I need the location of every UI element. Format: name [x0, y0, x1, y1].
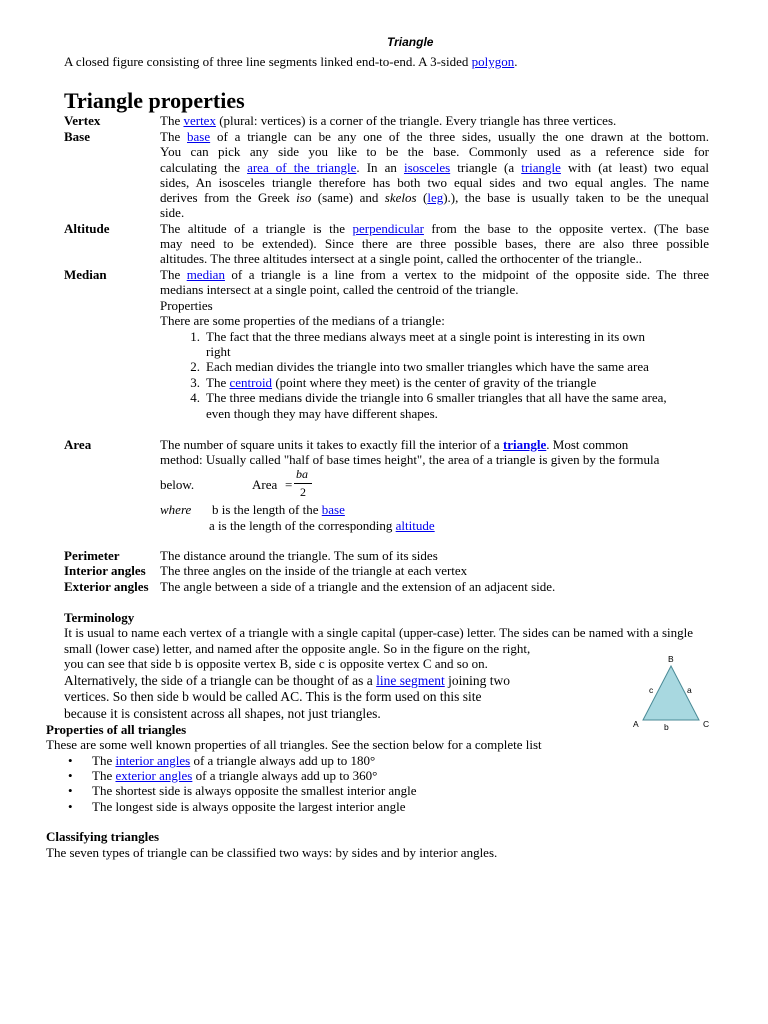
- perimeter-text: The distance around the triangle. The sum of its sides: [160, 548, 438, 563]
- base-line-5: derives from the Greek iso (same) and skelos (leg).), the base is usually taken to be the unequal: [160, 190, 710, 205]
- side-b-text: b: [664, 722, 669, 732]
- where-label: where: [160, 502, 192, 517]
- classifying-text: The seven types of triangle can be classified two ways: by sides and by interior angles.: [46, 845, 498, 860]
- vertex-b-text: B: [668, 654, 674, 664]
- median-properties-label: Properties: [160, 298, 213, 313]
- all-properties-intro: These are some well known properties of all triangles. See the section below for a complete list: [46, 737, 542, 752]
- polygon-link[interactable]: polygon: [471, 54, 515, 69]
- formula-label: Area: [252, 477, 278, 492]
- formula-denominator: 2: [300, 485, 306, 499]
- list-item: • The exterior angles of a triangle always add up to 360°: [68, 768, 378, 783]
- list-item: • The shortest side is always opposite the smallest interior angle: [68, 783, 417, 798]
- perimeter-label: Perimeter: [64, 548, 120, 563]
- altitude-label: Altitude: [64, 221, 110, 236]
- where-line-2: a is the length of the corresponding altitude: [209, 518, 435, 533]
- interior-angles-text: The three angles on the inside of the triangle at each vertex: [160, 563, 468, 578]
- median-properties-intro: There are some properties of the medians of a triangle:: [160, 313, 445, 328]
- median-link[interactable]: median: [186, 267, 225, 282]
- base-label: Base: [64, 129, 90, 144]
- classifying-heading: Classifying triangles: [46, 829, 160, 844]
- terminology-line-5: vertices. So then side b would be called AC. This is the form used on this site: [64, 689, 482, 704]
- vertex-label: Vertex: [64, 113, 101, 128]
- side-a-text: a: [687, 685, 692, 695]
- list-item: 1. The fact that the three medians always meet at a single point is interesting in its own: [190, 329, 645, 344]
- formula-numerator: ba: [296, 467, 308, 481]
- triangle-link[interactable]: triangle: [521, 160, 561, 175]
- list-item-cont: right: [206, 344, 231, 359]
- area-line-2: method: Usually called "half of base times height", the area of a triangle is given by the formula: [160, 452, 660, 467]
- median-line-1: The median of a triangle is a line from a vertex to the midpoint of the opposite side. The three: [160, 267, 709, 282]
- list-item-cont: even though they may have different shapes.: [206, 406, 438, 421]
- vertex-c-text: C: [703, 719, 710, 729]
- list-item: 3. The centroid (point where they meet) is the center of gravity of the triangle: [190, 375, 597, 390]
- intro-text: A closed figure consisting of three line segments linked end-to-end. A 3-sided: [64, 54, 472, 69]
- base-line-3: calculating the area of the triangle. In an isosceles triangle (a triangle with (at least) two equal: [160, 160, 709, 175]
- base-line-2: You can pick any side you like to be the base. Commonly used as a reference side for: [160, 144, 709, 159]
- list-item: • The interior angles of a triangle always add up to 180°: [68, 753, 376, 768]
- list-item: • The longest side is always opposite the largest interior angle: [68, 799, 406, 814]
- base-line-4: sides, An isosceles triangle therefore has both two equal sides and two equal angles. The name: [160, 175, 709, 190]
- section-heading: Triangle properties: [64, 88, 245, 113]
- intro-tail: .: [514, 54, 518, 69]
- vertex-a-text: A: [633, 719, 639, 729]
- interior-angles-label: Interior angles: [64, 563, 146, 578]
- vertex-definition: [160, 113, 616, 128]
- exterior-angles-label: Exterior angles: [64, 579, 149, 594]
- leg-link[interactable]: leg: [427, 190, 444, 205]
- centroid-link[interactable]: centroid: [229, 375, 273, 390]
- terminology-line-6: because it is consistent across all shapes, not just triangles.: [64, 706, 381, 721]
- triangle-link-bold[interactable]: triangle: [502, 437, 547, 452]
- isosceles-link[interactable]: isosceles: [403, 160, 451, 175]
- terminology-line-3: you can see that side b is opposite vertex B, side c is opposite vertex C and so on.: [64, 656, 488, 671]
- fraction-bar: [294, 483, 312, 484]
- terminology-line-2: small (lower case) letter, and named after the opposite angle. So in the figure on the right,: [64, 641, 531, 656]
- area-label: Area: [64, 437, 92, 452]
- area-line-1: The number of square units it takes to exactly fill the interior of a triangle. Most common: [160, 437, 629, 452]
- altitude-line-3: altitudes. The three altitudes intersect at a single point, called the orthocenter of the triangle..: [160, 251, 643, 266]
- base-line-1: The base of a triangle can be any one of the three sides, usually the one drawn at the bottom.: [160, 129, 709, 144]
- terminology-line-1: It is usual to name each vertex of a triangle with a single capital (upper-case) letter. The sides can be named with a single: [64, 625, 694, 640]
- base-link[interactable]: base: [187, 129, 211, 144]
- intro-line: [64, 54, 517, 69]
- area-line-3: below.: [160, 477, 195, 492]
- document-title: Triangle: [387, 35, 434, 49]
- perpendicular-link[interactable]: perpendicular: [352, 221, 424, 236]
- exterior-angles-link[interactable]: exterior angles: [115, 768, 193, 783]
- median-label: Median: [64, 267, 107, 282]
- triangle-figure: [625, 650, 720, 732]
- vertex-text: (plural: vertices) is a corner of the triangle. Every triangle has three vertices.: [215, 113, 617, 128]
- altitude-line-2: may need to be extended). Since there are three possible bases, there are also three possible: [160, 236, 709, 251]
- area-of-triangle-link[interactable]: area of the triangle: [247, 160, 357, 175]
- line-segment-link[interactable]: line segment: [376, 673, 445, 688]
- altitude-line-1: The altitude of a triangle is the perpendicular from the base to the opposite vertex. (The base: [160, 221, 709, 236]
- interior-angles-link[interactable]: interior angles: [115, 753, 191, 768]
- base-link-2[interactable]: base: [321, 502, 345, 517]
- terminology-line-4: Alternatively, the side of a triangle can be thought of as a line segment joining two: [64, 673, 511, 688]
- list-item: 2. Each median divides the triangle into two smaller triangles which have the same area: [190, 359, 649, 374]
- terminology-heading: Terminology: [64, 610, 135, 625]
- all-properties-heading: Properties of all triangles: [46, 722, 187, 737]
- median-line-2: medians intersect at a single point, called the centroid of the triangle.: [160, 282, 519, 297]
- list-item: 4. The three medians divide the triangle into 6 smaller triangles that all have the same area,: [190, 390, 667, 405]
- formula-equals: =: [285, 477, 293, 492]
- vertex-text: The: [160, 113, 184, 128]
- side-c-text: c: [649, 685, 654, 695]
- base-line-6: side.: [160, 205, 185, 220]
- altitude-link[interactable]: altitude: [395, 518, 435, 533]
- where-line-1: b is the length of the base: [212, 502, 345, 517]
- vertex-link[interactable]: vertex: [183, 113, 216, 128]
- exterior-angles-text: The angle between a side of a triangle and the extension of an adjacent side.: [160, 579, 556, 594]
